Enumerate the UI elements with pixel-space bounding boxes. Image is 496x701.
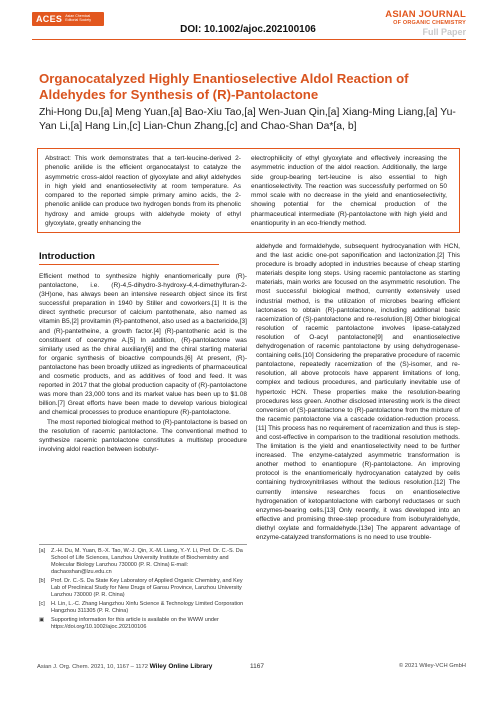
page-footer: [37, 663, 466, 673]
abstract-column-2: electrophilicity of ethyl glyoxylate and effectively increasing the asymmetric induction of the aldol reaction. Additionally, the large side group-bearing tert-leucine is also essential to high enantioselectivity. The reaction was successfully performed on 50 mmol scale with no decrease in the yield and enantioselectivity, showing potential for the chemical production of the pharmaceutical intermediate (R)-pantolactone with high yield and enantiopurity in an eco-friendly method.: [251, 155, 447, 228]
footnote-text: Z.-H. Du, M. Yuan, B.-X. Tao, W.-J. Qin, X.-M. Liang, Y.-Y. Li, Prof. Dr. C.-S. Da School of Life Sciences, Lanzhou University Institute of Biochemistry and Molecular Biology Lanzhou 730000 (P. R. China) E-mail: dachaoshan@lzu.edu.cn: [51, 548, 243, 575]
body-left-column: [39, 272, 247, 454]
footnote-a: [39, 548, 247, 576]
article-title: Organocatalyzed Highly Enantioselective Aldol Reaction of Aldehydes for Synthesis of (R)-Pantolactone: [39, 71, 409, 102]
author-list: Zhi-Hong Du,[a] Meng Yuan,[a] Bao-Xiu Tao,[a] Wen-Juan Qin,[a] Xiang-Ming Liang,[a] Yu-Yan Li,[a] Hang Lin,[c] Lian-Chun Zhang,[c] and Chao-Shan Da*[a, b]: [39, 107, 456, 132]
supporting-info-icon: ▣: [39, 617, 45, 623]
wiley-online-library-link[interactable]: Wiley Online Library: [149, 663, 213, 670]
copyright: © 2021 Wiley-VCH GmbH: [398, 663, 466, 669]
abstract-column-1: Abstract: This work demonstrates that a tert-leucine-derived 2-phenolic anilide is the efficient organocatalyst to catalyze the asymmetric cross-aldol reaction of glyoxylate and alkyl aldehydes in high yield and enantioselectivity at room temperature. As compared to the reported simple primary amino acids, the 2-phenolic anilide can produce two hydrogen bonds from its phenolic hydroxy and amide groups with aldehyde moiety of ethyl glyoxylate, greatly enhancing the: [45, 155, 241, 228]
journal-title-line2: OF ORGANIC CHEMISTRY: [393, 20, 466, 26]
aces-logo-text: ACES: [36, 14, 63, 24]
introduction-divider: [39, 264, 219, 265]
footnote-text: H. Lin, L.-C. Zhang Hangzhou Xinfu Science & Technology Limited Corporation Hangzhou 311305 (P. R. China): [51, 601, 244, 614]
aces-logo-subtext: Asian Chemical Editorial Society: [65, 14, 91, 22]
affiliation-footnotes: [39, 548, 247, 633]
body-paragraph: Efficient method to synthesize highly enantiomerically pure (R)-pantolactone, i.e. (R)-4,5-dihydro-3-hydroxy-4,4-dimethylfuran-2-(3H)one, has always been an intensive research object since its first successful preparation in 1940 by Stiller and coworkers.[1] It is the direct synthetic precursor of calcium pantothenate, also named as vitamin B5,[2] provitamin (R)-pantothenol, also used as a bactericide,[3] and (R)-pantetheine, a growth factor.[4] (R)-pantothenic acid is the constituent of coenzyme A.[5] In addition, (R)-pantolactone was similarly used as the chiral auxiliary[6] and the chiral starting material for organic synthesis of bioactive compounds.[6] At present, (R)-pantolactone has been broadly utilized as ingredients of pharmaceutical and cosmetic products, and as additives of food and feed. It was reported in 2017 that the global production capacity of (R)-pantolactone was more than 23,000 tons and its market value has been up to $1.08 billion.[7] Great efforts have been made to develop various biological and chemical processes to produce enantiopure (R)-pantolactone.: [39, 273, 247, 417]
journal-title: [385, 10, 466, 37]
page-number: 1167: [250, 663, 264, 670]
footnote-c: [39, 601, 247, 615]
footer-citation-group: [37, 663, 212, 670]
abstract-box: [37, 148, 460, 233]
footnote-divider: [39, 544, 247, 545]
footnote-b: [39, 578, 247, 599]
footnote-supporting-info: [39, 617, 247, 631]
article-type: Full Paper: [422, 27, 466, 37]
supporting-info-link[interactable]: Supporting information for this article is available on the WWW under https://doi.org/10.1002/ajoc.202100106: [51, 617, 219, 630]
header-divider: [32, 39, 466, 40]
footer-citation: Asian J. Org. Chem. 2021, 10, 1167 – 1172: [37, 664, 148, 670]
body-right-column: aldehyde and formaldehyde, subsequent hydrocyanation with HCN, and the last acidic one-pot saponification and lactonization.[2] This procedure is broadly adopted in industries because of cheap starting materials despite long steps. Using racemic pantolactone as starting materials, main works are focused on the asymmetric resolution. The most successful biological method, currently extensively used industrial method, is the utilization of microbes bearing efficient lactonases to obtain (R)-pantolactone, including additional basic racemization of (S)-pantolactone and re-resolution.[8] Other biological resolution of racemic pantolactone involves lipase-catalyzed resolution of O-acyl pantolactone[9] and enantioselective dehydrogenation of racemic pantolactone by using dehydrogenase-containing cells.[10] Considering the preparative procedure of racemic pantolactone, repeatedly racemization of the (S)-isomer, and re-resolution, all above protocols have apparent limitations of long, complex and tedious procedures, and particularly inevitable use of hypertoxic HCN. These properties make the resolution-bearing procedures less green. Another disclosed interesting work is the direct conversion of (S)-pantolactone to (R)-pantolactone from the mixture of the racemic pantolactone via a cascade oxidation-reduction process.[11] This process has no requirement of racemization and thus is step- and cost-effective in comparison to the traditional resolution methods. The limitation is the yield and enantioselectivity need to be further increased. The enzyme-catalyzed asymmetric transformation is another method to enantiopure (R)-pantolactone. An improving protocol is the enantiomerically hydrocyanation catalyzed by cells containing hydroxynitrilases without the tedious resolution.[12] The currently intensive researches focus on enantioselective hydrogenation of ketopantolactone with carbonyl reductases or such enzymes-bearing cells.[13] Only recently, it was developed into an effective and promising three-step procedure from isobutyraldehyde, diethyl oxylate and formaldehyde.[13e] The apparent advantage of enzyme-catalyzed transformations is no need to use trouble-: [256, 243, 460, 541]
footnote-key: [b]: [39, 578, 46, 584]
footnote-key: [c]: [39, 601, 45, 607]
footnote-key: [a]: [39, 548, 46, 554]
journal-title-line1: ASIAN JOURNAL: [385, 9, 466, 20]
doi-link[interactable]: DOI: 10.1002/ajoc.202100106: [180, 24, 316, 35]
footnote-text: Prof. Dr. C.-S. Da State Key Laboratory of Applied Organic Chemistry, and Key Lab of Preclinical Study for New Drugs of Gansu Province, Lanzhou University Lanzhou 730000 (P. R. China): [51, 578, 243, 598]
introduction-heading: Introduction: [39, 251, 95, 262]
body-paragraph: The most reported biological method to (R)-pantolactone is based on the resolution of racemic pantolactone. The conventional method to synthesize racemic pantolactone constitutes a multistep procedure involving aldol reaction between isobutyr-: [39, 418, 247, 453]
